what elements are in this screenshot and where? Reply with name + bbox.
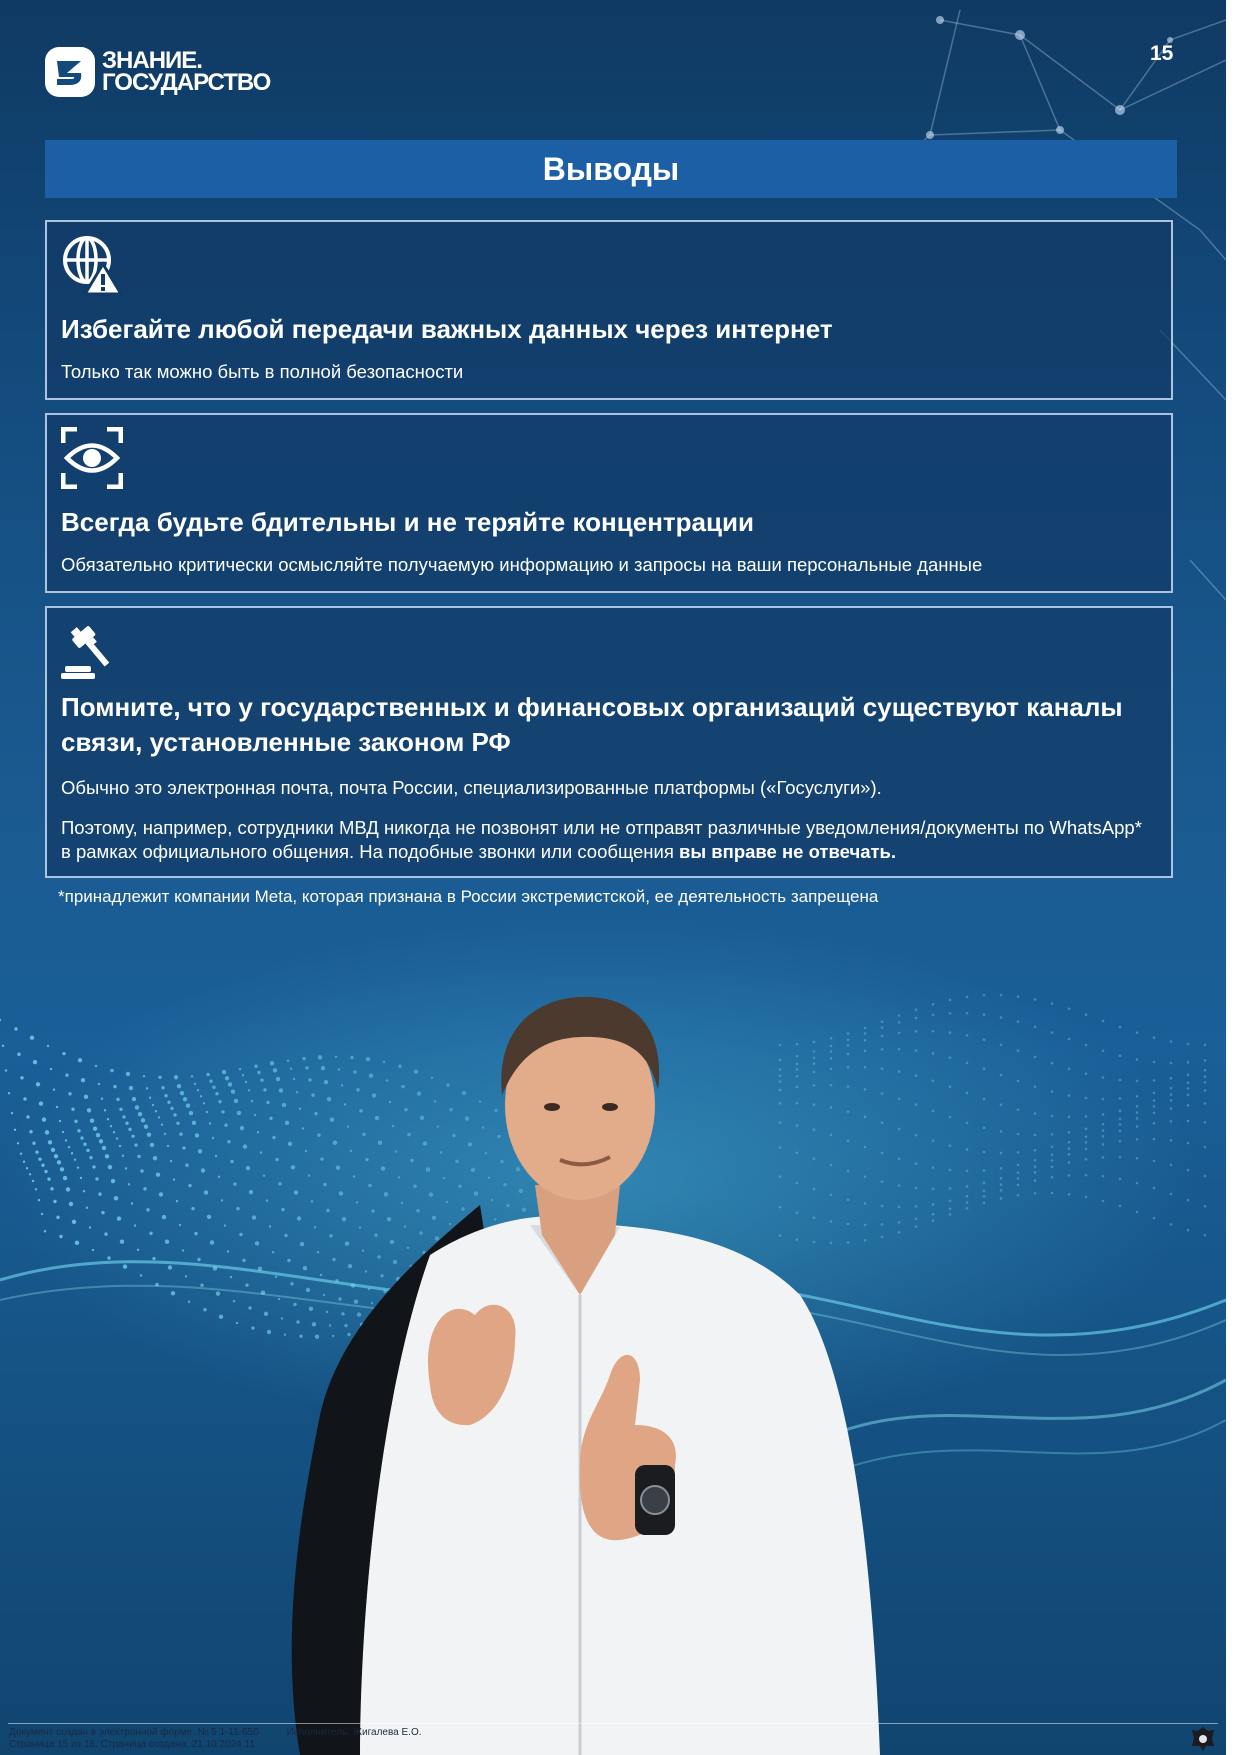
logo-line-2: ГОСУДАРСТВО [102,69,271,96]
logo-line-1: ЗНАНИЕ. [102,47,202,74]
page-number: 15 [1150,42,1174,65]
card-text-2-bold: вы вправе не отвечать. [678,841,897,862]
eye-scan-icon [61,427,123,489]
footer-executor: Исполнитель: Жигалева Е.О. [286,1727,422,1738]
footnote: *принадлежит компании Meta, которая признана в России экстремистской, ее деятельность запрещена [58,887,879,906]
title-bar [45,140,1177,198]
gavel-icon [61,620,121,680]
card-avoid-internet [45,220,1173,400]
card-official-channels [45,606,1173,878]
card-text-1: Обычно это электронная почта, почта России, специализированные платформы («Госуслуги»). [61,777,882,798]
logo-mark-icon [45,47,95,97]
card-text-2 [61,816,1156,864]
card-text: Обязательно критически осмысляйте получаемую информацию и запросы на ваши персональные данные [61,554,983,575]
card-text: Только так можно быть в полной безопасности [61,361,464,382]
card-heading: Избегайте любой передачи важных данных через интернет [61,314,833,344]
person-thumbs-up-illustration [280,995,900,1755]
card-text-2-regular: Поэтому, например, сотрудники МВД никогда не позвонят или не отправят различные уведомления/документы по WhatsApp* в рамках официального общения. На подобные звонки или сообщения [61,817,1142,862]
footer-line-2: Страница 15 из 16. Страница создана: 21.10.2024 11 [9,1739,255,1750]
logo [45,46,270,98]
footer-divider [8,1723,1218,1724]
page-title: Выводы [542,150,680,187]
footer-document-info [9,1727,422,1751]
footer [0,1718,1226,1755]
card-be-vigilant [45,413,1173,593]
card-heading: Всегда будьте бдительны и не теряйте концентрации [61,507,754,537]
card-heading: Помните, что у государственных и финансовых организаций существуют каналы связи, установленные законом РФ [61,692,1123,757]
emblem-icon [1190,1726,1216,1752]
logo-text [102,47,271,96]
globe-warning-icon [61,234,123,296]
footer-line-1: Документ создан в электронной форме. № 5 1-11-650 [9,1727,259,1738]
